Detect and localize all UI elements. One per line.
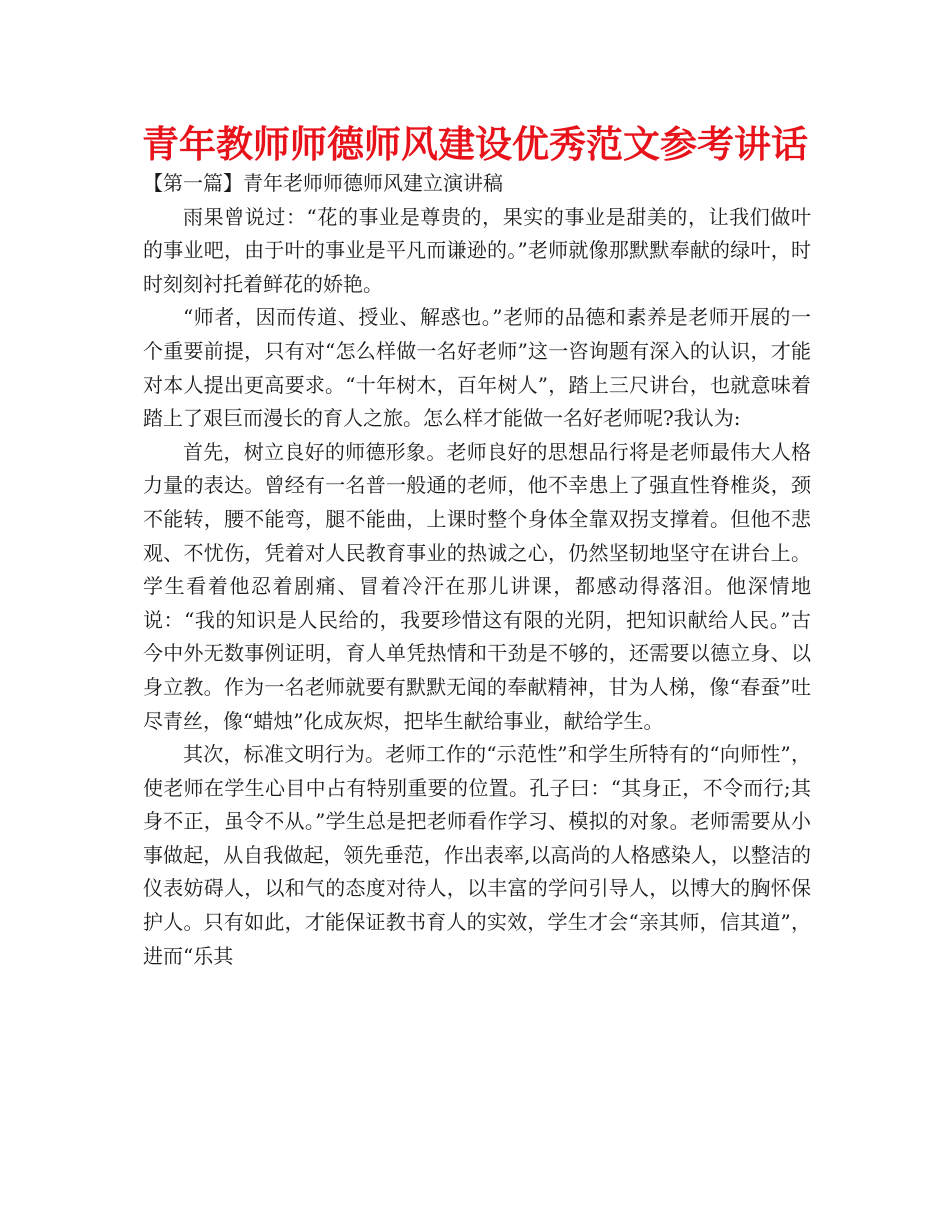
paragraph-3: 首先，树立良好的师德形象。老师良好的思想品行将是老师最伟大人格力量的表达。曾经有一名普一般通的老师，他不幸患上了强直性脊椎炎，颈不能转，腰不能弯，腿不能曲，上课时整个身体全靠双拐支撑着。但他不悲观、不忧伤，凭着对人民教育事业的热诚之心，仍然坚韧地坚守在讲台上。学生看着他忍着剧痛、冒着冷汗在那儿讲课，都感动得落泪。他深情地说：“我的知识是人民给的，我要珍惜这有限的光阴，把知识献给人民。”古今中外无数事例证明，育人单凭热情和干劲是不够的，还需要以德立身、以身立教。作为一名老师就要有默默无闻的奉献精神，甘为人梯，像“春蚕”吐尽青丝，像“蜡烛”化成灰烬，把毕生献给事业，献给学生。 bbox=[143, 439, 811, 733]
document-title: 青年教师师德师风建设优秀范文参考讲话 bbox=[142, 123, 808, 166]
paragraph-4: 其次，标准文明行为。老师工作的“示范性”和学生所特有的“向师性”，使老师在学生心目中占有特别重要的位置。孔子曰：“其身正，不令而行;其身不正，虽令不从。”学生总是把老师看作学习、模拟的对象。老师需要从小事做起，从自我做起，领先垂范，作出表率,以高尚的人格感染人，以整洁的仪表妨碍人，以和气的态度对待人，以丰富的学问引导人，以博大的胸怀保护人。只有如此，才能保证教书育人的实效，学生才会“亲其师，信其道”，进而“乐其 bbox=[143, 742, 811, 968]
paragraph-1: 雨果曾说过：“花的事业是尊贵的，果实的事业是甜美的，让我们做叶的事业吧，由于叶的事业是平凡而谦逊的。”老师就像那默默奉献的绿叶，时时刻刻衬托着鲜花的娇艳。 bbox=[143, 204, 811, 296]
section-heading: 【第一篇】青年老师师德师风建立演讲稿 bbox=[143, 171, 503, 195]
document-body bbox=[143, 167, 811, 973]
paragraph-2: “师者，因而传道、授业、解惑也。”老师的品德和素养是老师开展的一个重要前提，只有对“怎么样做一名好老师”这一咨询题有深入的认识，才能对本人提出更高要求。“十年树木，百年树人”，踏上三尺讲台，也就意味着踏上了艰巨而漫长的育人之旅。怎么样才能做一名好老师呢?我认为: bbox=[143, 305, 811, 431]
